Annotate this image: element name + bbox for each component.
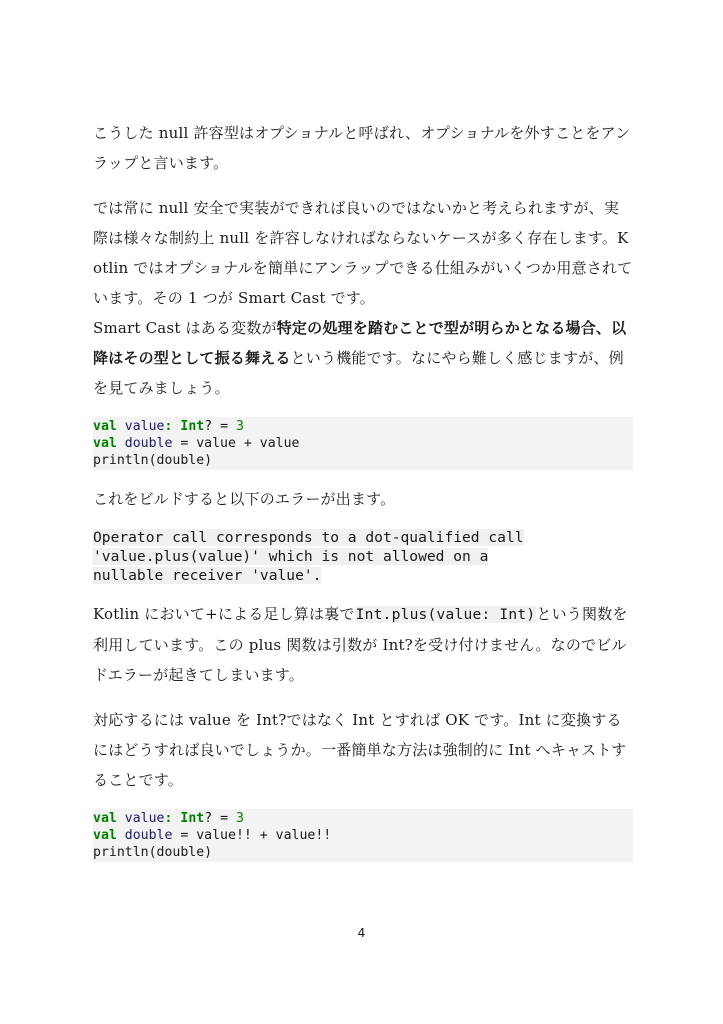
plus-text-pre: Kotlin において+による足し算は裏で	[93, 605, 355, 623]
smart-cast-text-pre: Smart Cast はある変数が	[93, 319, 277, 337]
code2-identifier-double: double	[124, 828, 173, 843]
page-number: 4	[357, 926, 366, 940]
code2-colon: :	[164, 811, 173, 826]
error-line-2: 'value.plus(value)' which is not allowed on a	[93, 548, 489, 565]
code1-identifier-value: value	[124, 419, 165, 434]
code1-number: 3	[235, 419, 244, 434]
code1-line1-rest: ? =	[204, 419, 236, 434]
error-line-3: nullable receiver 'value'.	[93, 567, 322, 584]
code2-line3: println(double)	[93, 845, 213, 860]
code1-type-int: Int	[180, 419, 205, 434]
code1-keyword-val: val	[93, 419, 117, 434]
code2-keyword-val-2: val	[93, 828, 117, 843]
paragraph-build-error: これをビルドすると以下のエラーが出ます。	[93, 490, 396, 508]
code2-number: 3	[235, 811, 244, 826]
code-block-1	[93, 417, 633, 470]
code2-identifier-value: value	[124, 811, 165, 826]
smart-cast-text-post: という機能です。なにやら難しく感じますが、例を見てみましょう。	[93, 349, 624, 397]
paragraph-smart-cast	[93, 313, 633, 403]
code2-keyword-val: val	[93, 811, 117, 826]
code1-keyword-val-2: val	[93, 436, 117, 451]
paragraph-optional-intro: こうした null 許容型はオプショナルと呼ばれ、オプショナルを外すことをアンラップと言います。	[93, 124, 631, 172]
code-block-2	[93, 809, 633, 862]
plus-text-post: という関数を利用しています。この plus 関数は引数が Int?を受け付けません。なのでビルドエラーが起きてしまいます。	[93, 605, 628, 684]
code1-colon: :	[164, 419, 173, 434]
page-content	[93, 118, 633, 862]
paragraph-null-safety: では常に null 安全で実装ができれば良いのではないかと考えられますが、実際は様々な制約上 null を許容しなければならないケースが多く存在します。Kotlin ではオプショナルを簡単にアンラップできる仕組みがいくつか用意されています。その 1 つが Smart Cast です。	[93, 199, 633, 307]
paragraph-plus-function	[93, 599, 633, 690]
code2-line1-rest: ? =	[204, 811, 236, 826]
error-line-1: Operator call corresponds to a dot-qualified call	[93, 529, 524, 546]
paragraph-cast-to-int: 対応するには value を Int?ではなく Int とすれば OK です。Int に変換するにはどうすれば良いでしょうか。一番簡単な方法は強制的に Int へキャストすることです。	[93, 711, 627, 789]
smart-cast-text-bold: 特定の処理を踏むことで型が明らかとなる場合、以降はその型として振る舞える	[93, 319, 627, 367]
error-message-block	[93, 528, 633, 585]
code1-identifier-double: double	[124, 436, 173, 451]
code1-line3: println(double)	[93, 453, 213, 468]
code2-line2-rest: = value!! + value!!	[172, 828, 332, 843]
code2-type-int: Int	[180, 811, 205, 826]
inline-code-int-plus: Int.plus(value: Int)	[355, 606, 536, 623]
code1-line2-rest: = value + value	[172, 436, 300, 451]
